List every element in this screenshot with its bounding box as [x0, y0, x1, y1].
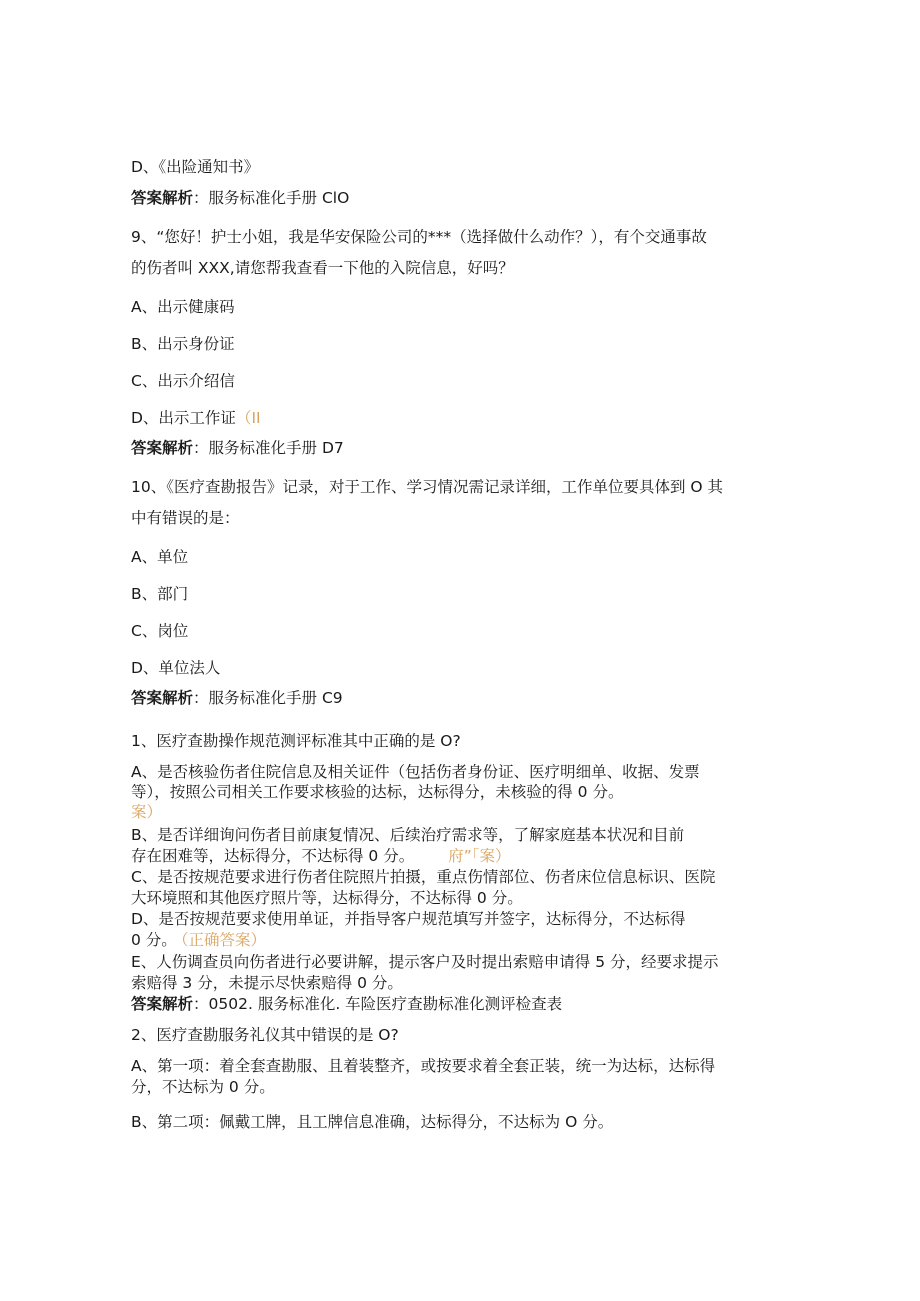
- option-text: D、出示工作证: [131, 409, 236, 427]
- answer-mark: （II: [235, 409, 261, 427]
- answer-mark: （正确答案）: [180, 931, 267, 949]
- option-text: 存在困难等，达标得分，不达标得 0 分。: [131, 847, 415, 865]
- answer-text: ：服务标准化手册 ClO: [193, 189, 350, 207]
- q8-option-d: D、《出险通知书》: [131, 158, 260, 176]
- q9-question-line2: 的伤者叫 XXX,请您帮我查看一下他的入院信息，好吗？: [131, 259, 514, 277]
- m1-option-e-line2: 索赔得 3 分，未提示尽快索赔得 0 分。: [131, 974, 403, 992]
- m2-option-a-line2: 分，不达标为 0 分。: [131, 1078, 275, 1096]
- m2-option-b-line1: B、第二项：佩戴工牌，且工牌信息准确，达标得分，不达标为 O 分。: [131, 1113, 614, 1131]
- m1-option-a-line2: 等），按照公司相关工作要求核验的达标，达标得分，未核验的得 0 分。: [131, 783, 624, 801]
- answer-text: ：服务标准化手册 D7: [193, 439, 344, 457]
- q9-option-a: A、出示健康码: [131, 298, 235, 316]
- q9-option-d: [131, 408, 261, 428]
- option-text: 0 分。: [131, 931, 177, 949]
- m1-question: 1、医疗查勘操作规范测评标准其中正确的是 O?: [131, 732, 461, 750]
- q10-option-b: B、部门: [131, 585, 189, 603]
- q9-answer: [131, 438, 344, 458]
- q9-option-c: C、出示介绍信: [131, 372, 235, 390]
- answer-label: 答案解析: [131, 995, 194, 1013]
- answer-label: 答案解析: [131, 189, 194, 207]
- q10-question-line1: 10、《医疗查勘报告》记录，对于工作、学习情况需记录详细，工作单位要具体到 O 其: [131, 478, 724, 496]
- answer-label: 答案解析: [131, 439, 194, 457]
- q9-question-line1: 9、“您好！护士小姐，我是华安保险公司的***（选择做什么动作？），有个交通事故: [131, 228, 707, 246]
- m1-option-b-line1: B、是否详细询问伤者目前康复情况、后续治疗需求等，了解家庭基本状况和目前: [131, 826, 685, 844]
- q10-option-c: C、岗位: [131, 622, 189, 640]
- m1-answer: [131, 994, 562, 1014]
- m1-option-a-mark: 案）: [131, 803, 163, 821]
- answer-mark: 府”「案）: [448, 847, 511, 865]
- m1-option-b-line2: [131, 846, 511, 866]
- m1-option-c-line2: 大环境照和其他医疗照片等，达标得分，不达标得 0 分。: [131, 889, 523, 907]
- m1-option-d-line2: [131, 930, 266, 950]
- q10-question-line2: 中有错误的是：: [131, 509, 240, 527]
- answer-text: ：服务标准化手册 C9: [193, 689, 343, 707]
- answer-label: 答案解析: [131, 689, 194, 707]
- m1-option-a-line1: A、是否核验伤者住院信息及相关证件（包括伤者身份证、医疗明细单、收据、发票: [131, 763, 700, 781]
- m1-option-e-line1: E、人伤调查员向伤者进行必要讲解，提示客户及时提出索赔申请得 5 分，经要求提示: [131, 953, 719, 971]
- q8-answer: [131, 188, 349, 208]
- m2-question: 2、医疗查勘服务礼仪其中错误的是 O?: [131, 1026, 399, 1044]
- q10-answer: [131, 688, 343, 708]
- q10-option-d: D、单位法人: [131, 659, 221, 677]
- answer-text: ：0502. 服务标准化. 车险医疗查勘标准化测评检查表: [193, 995, 563, 1013]
- m1-option-d-line1: D、是否按规范要求使用单证，并指导客户规范填写并签字，达标得分，不达标得: [131, 910, 686, 928]
- m2-option-a-line1: A、第一项：着全套查勘服、且着装整齐，或按要求着全套正装，统一为达标，达标得: [131, 1057, 716, 1075]
- q10-option-a: A、单位: [131, 548, 189, 566]
- q9-option-b: B、出示身份证: [131, 335, 235, 353]
- m1-option-c-line1: C、是否按规范要求进行伤者住院照片拍摄，重点伤情部位、伤者床位信息标识、医院: [131, 868, 716, 886]
